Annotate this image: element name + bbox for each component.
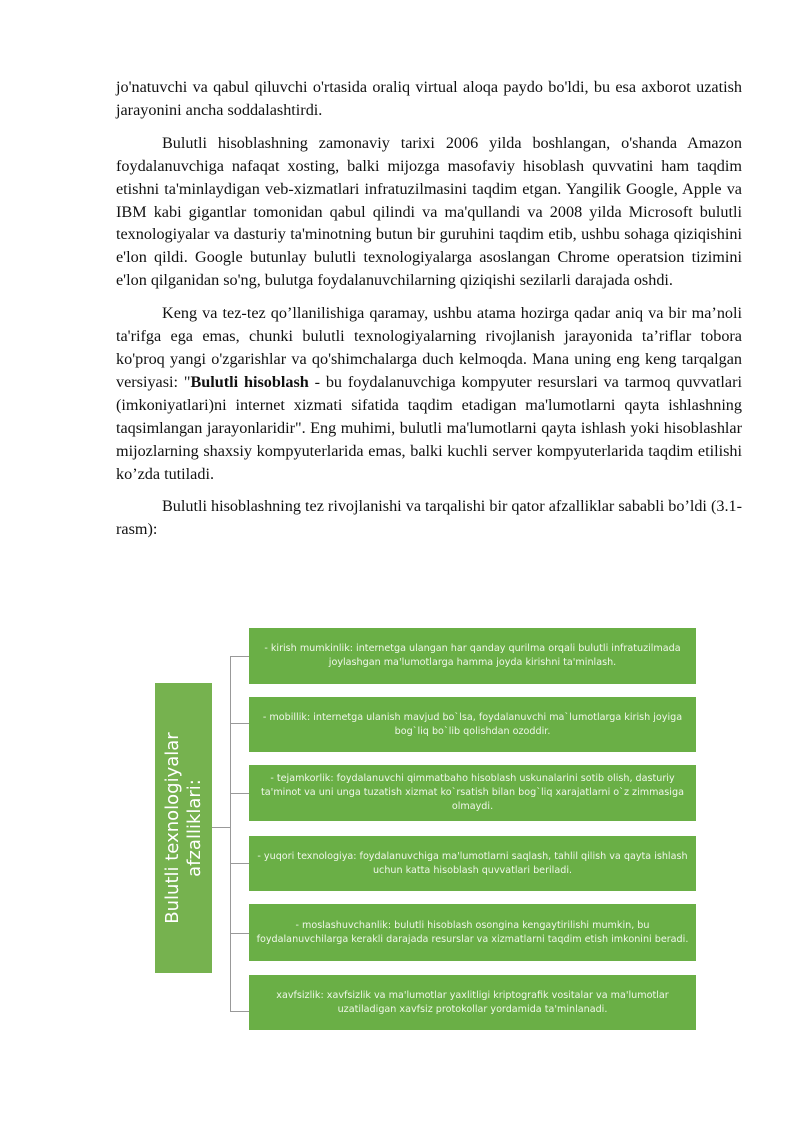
paragraph-3-start: Keng va tez-tez qo’llanilishiga qaramay, ushbu atama hozirga qadar aniq va bir ma’noli ta'rifga ega emas, chunki bulutli texnologiyalarning rivojlanish jarayonida ta’riflar tobora ko'proq yangi o'zgarishlar va qo'shimchalarga duch kelmoqda. Mana uning eng keng tarqalgan versiyasi: " bbox=[116, 304, 742, 391]
body-text bbox=[116, 76, 742, 551]
connector-branch-4 bbox=[230, 863, 249, 864]
paragraph-4: Bulutli hisoblashning tez rivojlanishi va tarqalishi bir qator afzalliklar sababli bo’ldi (3.1-rasm): bbox=[116, 497, 742, 539]
advantage-box-cost-efficiency: - tejamkorlik: foydalanuvchi qimmatbaho hisoblash uskunalarini sotib olish, dasturiy ta'minot va uni unga tuzatish xizmat ko`rsatish bilan bog`liq xarajatlarni o`z zimmasiga olmaydi. bbox=[249, 765, 696, 821]
diagram-title-line-1: Bulutli texnologiyalar bbox=[161, 732, 183, 924]
advantage-box-accessibility: - kirish mumkinlik: internetga ulangan har qanday qurilma orqali bulutli infratuzilmada joylashgan ma'lumotlarga hamma joyda kirishni ta'minlash. bbox=[249, 628, 696, 684]
advantage-box-security: xavfsizlik: xavfsizlik va ma'lumotlar yaxlitligi kriptografik vositalar va ma'lumotlar uzatiladigan xavfsiz protokollar yordamida ta'minlanadi. bbox=[249, 975, 696, 1030]
advantage-box-high-technology: - yuqori texnologiya: foydalanuvchiga ma'lumotlarni saqlash, tahlil qilish va qayta ishlash uchun katta hisoblash quvvatlari beriladi. bbox=[249, 836, 696, 891]
paragraph-3-end: - bu foydalanuvchiga kompyuter resurslari va tarmoq quvvatlari (imkoniyatlari)ni internet xizmati sifatida taqdim etadigan ma'lumotlarni qayta ishlashning taqsimlangan jarayonlaridir". Eng muhimi, bulutli ma'lumotlarni qayta ishlash yoki hisoblashlar mijozlarning shaxsiy kompyuterlarida emas, balki kuchli server kompyuterlarida taqdim etilishi ko’zda tutiladi. bbox=[116, 372, 742, 483]
paragraph-1: jo'natuvchi va qabul qiluvchi o'rtasida oraliq virtual aloqa paydo bo'ldi, bu esa axborot uzatish jarayonini ancha soddalashtirdi. bbox=[116, 78, 742, 119]
connector-branch-5 bbox=[230, 933, 249, 934]
connector-stub bbox=[212, 827, 230, 828]
connector-branch-1 bbox=[230, 656, 249, 657]
diagram-title bbox=[162, 732, 206, 923]
connector-branch-6 bbox=[230, 1011, 249, 1012]
connector-branch-3 bbox=[230, 793, 249, 794]
paragraph-3-term: Bulutli hisoblash bbox=[190, 372, 309, 391]
advantage-box-mobility: - mobillik: internetga ulanish mavjud bo`lsa, foydalanuvchi ma`lumotlarga kirish joyiga bog`liq bo`lib qolishdan ozoddir. bbox=[249, 697, 696, 752]
connector-branch-2 bbox=[230, 723, 249, 724]
advantage-box-flexibility: - moslashuvchanlik: bulutli hisoblash osongina kengaytirilishi mumkin, bu foydalanuvchilarga kerakli darajada resurslar va xizmatlarni taqdim etish imkonini beradi. bbox=[249, 904, 696, 961]
paragraph-3 bbox=[116, 302, 742, 485]
connector-trunk bbox=[230, 656, 231, 1011]
diagram-title-line-2: afzalliklari: bbox=[183, 779, 205, 877]
paragraph-2: Bulutli hisoblashning zamonaviy tarixi 2006 yilda boshlangan, o'shanda Amazon foydalanuvchiga nafaqat xosting, balki mijozga masofaviy hisoblash quvvatini ham taqdim etishni ta'minlaydigan veb-xizmatlari infratuzilmasini taqdim etgan. Yangilik Google, Apple va IBM kabi gigantlar tomonidan qabul qilindi va ma'qullandi va 2008 yilda Microsoft bulutli texnologiyalar va dasturiy ta'minotning butun bir guruhini taqdim etib, ushbu sohaga qiziqishini e'lon qildi. Google butunlay bulutli texnologiyalarga asoslangan Chrome operatsion tizimini e'lon qilganidan so'ng, bulutga foydalanuvchilarning qiziqishi sezilarli darajada oshdi. bbox=[116, 133, 742, 290]
diagram-title-box bbox=[155, 683, 212, 973]
